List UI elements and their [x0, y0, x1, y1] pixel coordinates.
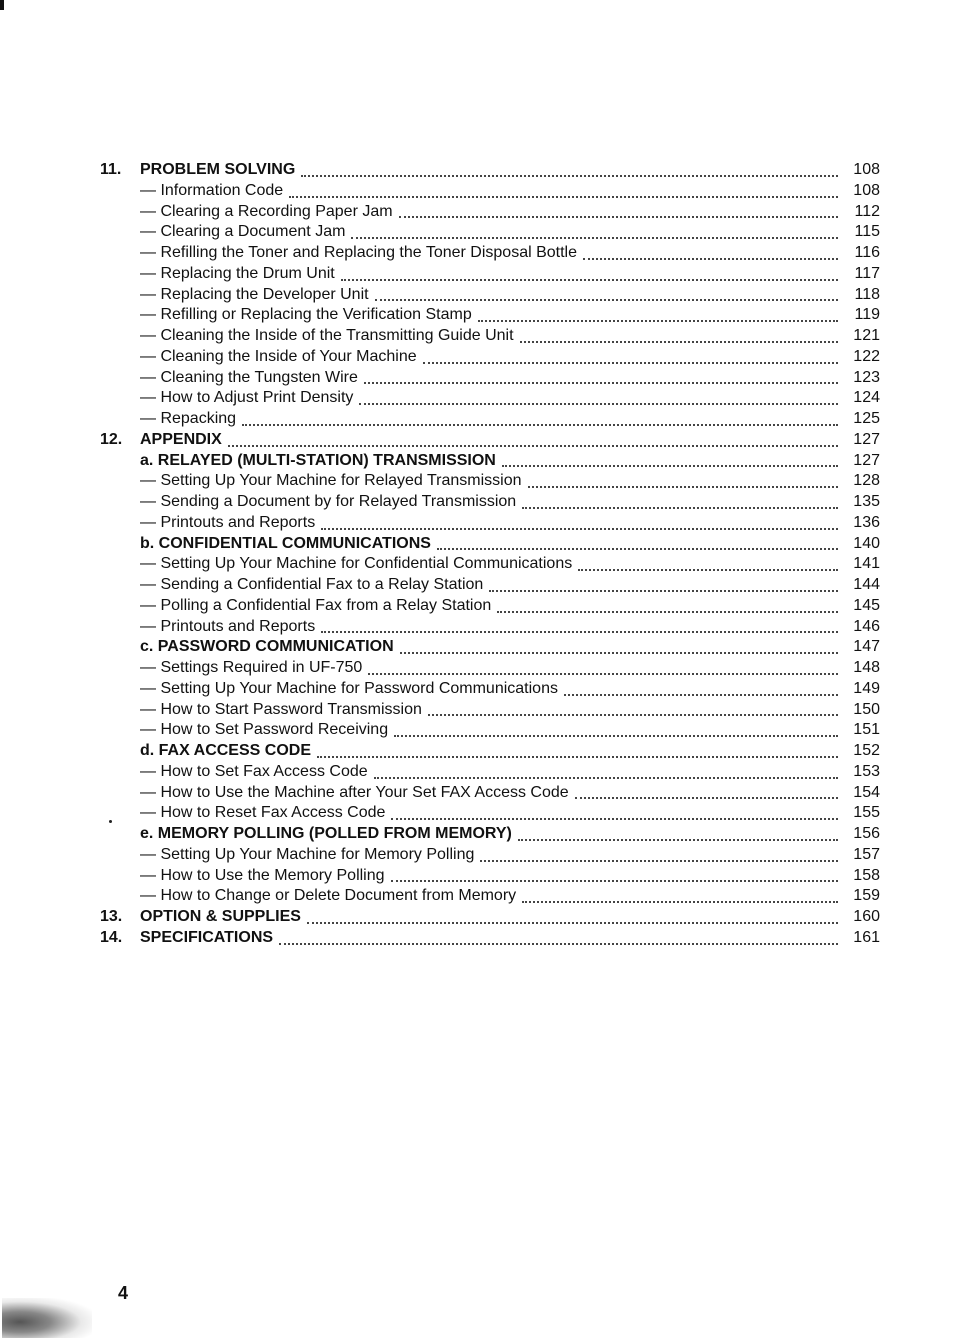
toc-entry-title: — How to Start Password Transmission [140, 700, 422, 718]
dot-leader [364, 368, 842, 389]
toc-entry-page: 158 [853, 866, 880, 884]
toc-entry-title: — Setting Up Your Machine for Confidential Communications [140, 555, 573, 573]
toc-entry-page: 150 [853, 700, 880, 718]
toc-entry [100, 471, 880, 492]
toc-entry [100, 264, 880, 285]
toc-entry-title: OPTION & SUPPLIES [140, 908, 301, 925]
toc-entry [100, 554, 880, 575]
toc-entry-title: SPECIFICATIONS [140, 928, 274, 946]
dot-leader [478, 305, 842, 326]
toc-entry-page: 147 [853, 638, 880, 656]
dot-leader [518, 824, 842, 845]
dot-leader [391, 803, 842, 824]
toc-entry-title: APPENDIX [140, 430, 222, 448]
toc-entry [100, 700, 880, 721]
toc-entry-title: — Setting Up Your Machine for Relayed Transmission [140, 472, 522, 490]
dot-leader [489, 575, 842, 596]
dot-leader [520, 326, 842, 347]
toc-entry-page: 160 [853, 908, 880, 925]
toc-entry-title: — Settings Required in UF-750 [140, 659, 363, 676]
toc-entry-page: 108 [853, 161, 880, 178]
toc-entry-title: — How to Set Fax Access Code [140, 762, 368, 780]
toc-entry-title: — Setting Up Your Machine for Password Communications [140, 679, 558, 697]
toc-entry [100, 637, 880, 658]
toc-entry [100, 596, 880, 617]
toc-entry [100, 326, 880, 347]
dot-leader [391, 866, 842, 887]
toc-entry [100, 845, 880, 866]
toc-entry-page: 151 [853, 721, 880, 739]
toc-entry-title: — Repacking [140, 410, 237, 427]
toc-entry-title: — Sending a Document by for Relayed Transmission [140, 493, 517, 510]
toc-entry-number: 13. [100, 908, 123, 925]
toc-entry-title: — Clearing a Recording Paper Jam [140, 202, 393, 220]
toc-entry-page: 148 [853, 659, 880, 676]
toc-entry-title: — Information Code [140, 181, 284, 199]
toc-entry [100, 368, 880, 389]
toc-entry [100, 305, 880, 326]
dot-leader [321, 617, 842, 638]
toc-entry-page: 121 [853, 327, 880, 344]
toc-entry [100, 679, 880, 700]
toc-entry [100, 347, 880, 368]
toc-entry [100, 451, 880, 472]
toc-entry [100, 388, 880, 409]
toc-entry-title: a. RELAYED (MULTI-STATION) TRANSMISSION [140, 451, 496, 469]
dot-leader [289, 181, 842, 202]
toc-entry-number: 14. [100, 928, 123, 946]
dot-leader [307, 907, 842, 928]
dot-leader [522, 492, 842, 513]
dot-leader [437, 534, 842, 555]
dot-leader [497, 596, 842, 617]
toc-entry [100, 886, 880, 907]
toc-entry-title: — Cleaning the Tungsten Wire [140, 368, 358, 386]
dot-leader [578, 554, 842, 575]
toc-entry-title: — Printouts and Reports [140, 617, 316, 635]
dot-leader [359, 388, 842, 409]
toc-entry-page: 115 [854, 223, 880, 241]
dot-leader [502, 451, 842, 472]
toc-entry [100, 658, 880, 679]
dot-leader [583, 243, 842, 264]
dot-leader [428, 700, 842, 721]
toc-entry-page: 152 [853, 742, 880, 759]
toc-entry-page: 119 [854, 306, 880, 324]
toc-entry-title: c. PASSWORD COMMUNICATION [140, 638, 394, 656]
toc-entry-page: 155 [853, 804, 880, 822]
toc-entry-title: — How to Use the Machine after Your Set FAX Access Code [140, 783, 569, 801]
dot-leader [341, 264, 842, 285]
toc-entry [100, 202, 880, 223]
dot-leader [317, 741, 842, 762]
toc-entry [100, 741, 880, 762]
toc-entry-title: b. CONFIDENTIAL COMMUNICATIONS [140, 534, 431, 552]
toc-entry-title: — Refilling the Toner and Replacing the Toner Disposal Bottle [140, 244, 577, 261]
toc-entry-title: — Clearing a Document Jam [140, 223, 346, 241]
toc-entry [100, 928, 880, 949]
toc-entry-title: PROBLEM SOLVING [140, 161, 296, 178]
toc-entry-title: — Replacing the Drum Unit [140, 264, 335, 282]
toc-entry-page: 122 [853, 347, 880, 365]
toc-entry-title: — Refilling or Replacing the Verification Stamp [140, 306, 472, 324]
scan-speck [2, 1298, 92, 1338]
dot-leader [528, 471, 842, 492]
dot-leader [575, 783, 842, 804]
dot-leader [423, 347, 842, 368]
toc-entry-page: 159 [853, 887, 880, 905]
toc-entry [100, 617, 880, 638]
toc-entry-page: 116 [854, 244, 880, 261]
toc-entry [100, 243, 880, 264]
toc-entry-page: 157 [853, 845, 880, 863]
toc-entry-page: 127 [853, 430, 880, 448]
toc-entry [100, 492, 880, 513]
dot-leader [564, 679, 842, 700]
toc-entry [100, 430, 880, 451]
toc-entry-page: 136 [853, 513, 880, 531]
toc-entry-title: — How to Reset Fax Access Code [140, 804, 386, 822]
dot-leader [375, 285, 842, 306]
dot-leader [480, 845, 842, 866]
corner-mark [0, 0, 4, 10]
toc-entry-title: d. FAX ACCESS CODE [140, 742, 311, 759]
toc-entry-page: 117 [854, 264, 880, 282]
toc-entry [100, 575, 880, 596]
toc-entry [100, 720, 880, 741]
dot-leader [374, 762, 842, 783]
toc-entry-title: e. MEMORY POLLING (POLLED FROM MEMORY) [140, 825, 512, 842]
toc-entry [100, 803, 880, 824]
toc-entry-page: 141 [853, 555, 880, 573]
toc-entry-page: 127 [853, 451, 880, 469]
toc-entry [100, 824, 880, 845]
dot-leader [301, 160, 842, 181]
toc-entry-title: — Setting Up Your Machine for Memory Polling [140, 845, 475, 863]
toc-entry-page: 124 [853, 389, 880, 407]
table-of-contents [100, 160, 880, 949]
toc-entry-page: 128 [853, 472, 880, 490]
toc-entry-number: 11. [100, 161, 122, 178]
dot-leader [279, 928, 842, 949]
toc-entry-title: — Sending a Confidential Fax to a Relay Station [140, 576, 484, 593]
toc-entry-page: 123 [853, 368, 880, 386]
toc-entry-page: 135 [853, 493, 880, 510]
toc-entry [100, 866, 880, 887]
toc-entry-page: 125 [853, 410, 880, 427]
dot-leader [368, 658, 842, 679]
toc-entry [100, 222, 880, 243]
toc-entry [100, 409, 880, 430]
dot-leader [400, 637, 842, 658]
toc-entry-page: 144 [853, 576, 880, 593]
toc-entry-title: — How to Change or Delete Document from Memory [140, 887, 517, 905]
toc-entry-title: — How to Set Password Receiving [140, 721, 389, 739]
toc-entry-title: — Printouts and Reports [140, 513, 316, 531]
toc-entry [100, 907, 880, 928]
dot-leader [242, 409, 842, 430]
toc-entry-page: 149 [853, 679, 880, 697]
toc-entry-page: 161 [853, 928, 880, 946]
dot-leader [228, 430, 842, 451]
toc-entry [100, 762, 880, 783]
toc-entry-page: 140 [853, 534, 880, 552]
dot-leader [394, 720, 842, 741]
toc-entry [100, 285, 880, 306]
toc-entry [100, 160, 880, 181]
toc-entry-page: 112 [854, 202, 880, 220]
toc-entry-page: 156 [853, 825, 880, 842]
toc-entry [100, 534, 880, 555]
toc-entry-page: 153 [853, 762, 880, 780]
toc-entry-title: — Cleaning the Inside of Your Machine [140, 347, 417, 365]
toc-entry-title: — Polling a Confidential Fax from a Relay Station [140, 596, 492, 614]
dot-leader [351, 222, 842, 243]
page-number: 4 [118, 1283, 129, 1303]
dot-leader [321, 513, 842, 534]
dot-leader [399, 202, 842, 223]
toc-entry-title: — How to Use the Memory Polling [140, 866, 385, 884]
dot-leader [522, 886, 842, 907]
toc-entry-page: 108 [853, 181, 880, 199]
toc-entry [100, 181, 880, 202]
toc-entry-title: — Cleaning the Inside of the Transmitting Guide Unit [140, 327, 514, 344]
toc-entry-title: — Replacing the Developer Unit [140, 285, 369, 303]
toc-entry-number: 12. [100, 430, 123, 448]
toc-entry [100, 783, 880, 804]
toc-entry-page: 145 [853, 596, 880, 614]
toc-entry [100, 513, 880, 534]
toc-entry-page: 154 [853, 783, 880, 801]
toc-entry-page: 146 [853, 617, 880, 635]
toc-entry-page: 118 [854, 285, 880, 303]
toc-entry-title: — How to Adjust Print Density [140, 389, 354, 407]
